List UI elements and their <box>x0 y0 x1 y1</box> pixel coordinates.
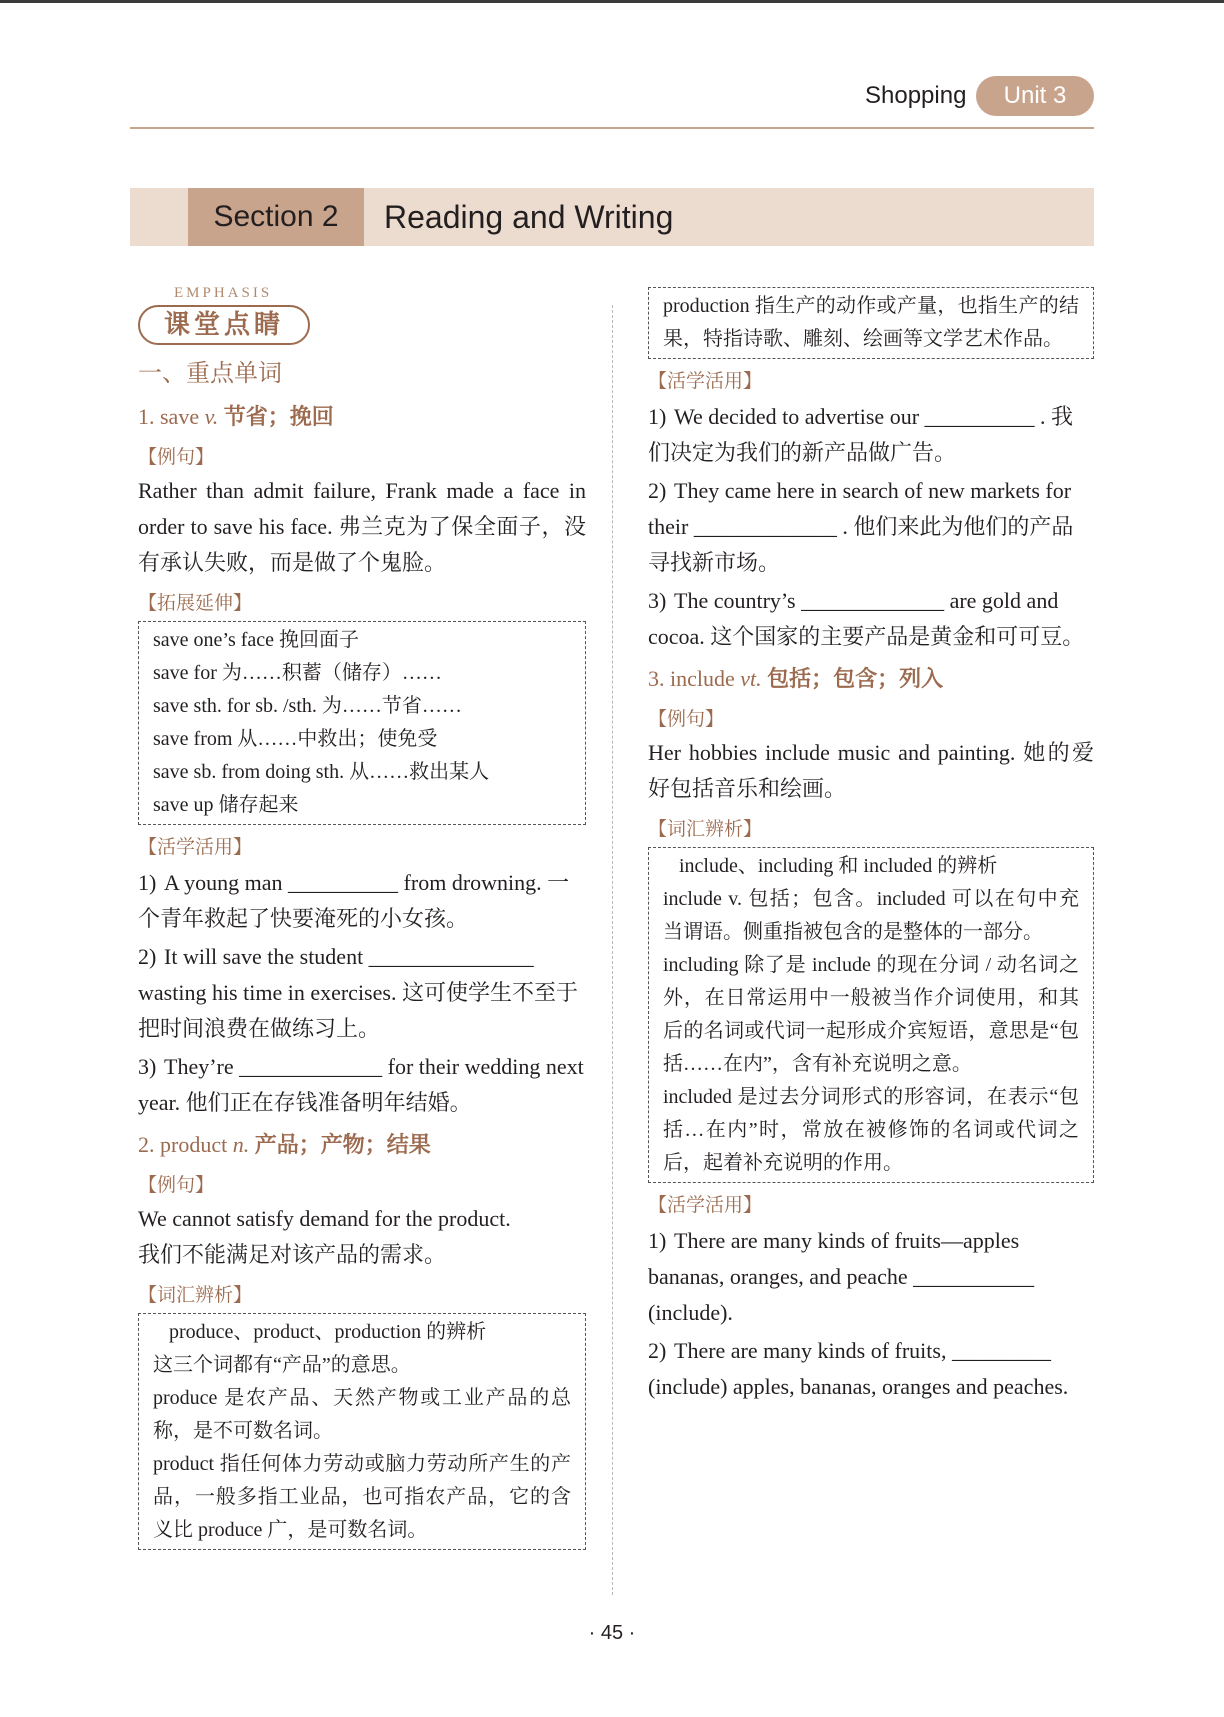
analysis-tag: 【词汇辨析】 <box>138 1284 253 1306</box>
analysis-box <box>138 1313 586 1550</box>
exercise-item <box>648 399 1094 471</box>
part-title: 一、重点单词 <box>138 359 282 387</box>
exercise-number: 3) <box>138 1054 157 1079</box>
top-border <box>0 0 1224 3</box>
exercise-text: There are many kinds of fruits, _________ (include) apples, bananas, oranges and peaches. <box>648 1338 1069 1399</box>
exercise-number: 1) <box>648 1228 667 1253</box>
analysis-tag: 【词汇辨析】 <box>648 818 763 840</box>
word-heading-product <box>138 1127 586 1163</box>
exercise-text: We decided to advertise our __________ . 我们决定为我们的新产品做广告。 <box>648 404 1074 465</box>
phrase-item: save from 从……中救出；使免受 <box>153 728 438 750</box>
exercise-text: A young man __________ from drowning. 一个青年救起了快要淹死的小女孩。 <box>138 870 570 931</box>
word-number: 1. save <box>138 404 200 429</box>
emphasis-badge: 课堂点睛 <box>138 305 310 345</box>
word-meaning: 包括；包含；列入 <box>767 667 944 692</box>
part-of-speech: v. <box>204 404 219 429</box>
exercise-item <box>648 473 1094 581</box>
phrase-item: save for 为……积蓄（储存）…… <box>153 662 442 684</box>
analysis-text: include v. 包括；包含。included 可以在句中充当谓语。侧重指被包含的是整体的一部分。 <box>663 888 1079 943</box>
header-rule <box>130 127 1094 129</box>
word-number: 2. product <box>138 1132 228 1157</box>
part-of-speech: vt. <box>740 666 762 691</box>
exercise-item <box>138 939 586 1047</box>
analysis-heading: produce、product、production 的辨析 <box>169 1321 487 1343</box>
exercise-number: 2) <box>648 1338 667 1363</box>
phrase-item: save up 储存起来 <box>153 794 299 816</box>
analysis-box-continued <box>648 287 1094 359</box>
part-of-speech: n. <box>232 1132 250 1157</box>
header-subject: Shopping <box>865 82 967 109</box>
example-tag: 【例句】 <box>138 1174 215 1196</box>
extension-box <box>138 621 586 825</box>
analysis-text: included 是过去分词形式的形容词，在表示“包括…在内”时，常放在被修饰的名词或代词之后，起着补充说明的作用。 <box>663 1086 1079 1174</box>
phrase-item: save sth. for sb. /sth. 为……节省…… <box>153 695 462 717</box>
left-column <box>138 285 586 1550</box>
unit-badge: Unit 3 <box>976 76 1094 116</box>
exercise-text: It will save the student _______________ wasting his time in exercises. 这可使学生不至于把时间浪费在做练习上。 <box>138 944 578 1041</box>
analysis-box <box>648 847 1094 1183</box>
phrase-item: save one’s face 挽回面子 <box>153 629 360 651</box>
exercise-number: 1) <box>648 404 667 429</box>
exercise-number: 1) <box>138 870 157 895</box>
analysis-text: production 指生产的动作或产量，也指生产的结果，特指诗歌、雕刻、绘画等文学艺术作品。 <box>663 295 1079 350</box>
word-heading-save <box>138 399 586 435</box>
page-number: · 45 · <box>588 1622 636 1644</box>
exercise-number: 3) <box>648 588 667 613</box>
exercise-text: They’re _____________ for their wedding next year. 他们正在存钱准备明年结婚。 <box>138 1054 584 1115</box>
exercise-text: They came here in search of new markets for their _____________ . 他们来此为他们的产品寻找新市场。 <box>648 478 1074 575</box>
example-sentence: Rather than admit failure, Frank made a face in order to save his face. 弗兰克为了保全面子，没有承认失败，而是做了个鬼脸。 <box>138 478 586 575</box>
word-heading-include <box>648 661 1094 697</box>
word-meaning: 产品；产物；结果 <box>254 1133 431 1158</box>
exercise-item <box>138 1049 586 1121</box>
analysis-text: including 除了是 include 的现在分词 / 动名词之外，在日常运用中一般被当作介词使用，和其后的名词或代词一起形成介宾短语，意思是“包括……在内”，含有补充说明之意。 <box>663 954 1079 1075</box>
practice-tag: 【活学活用】 <box>648 370 763 392</box>
exercise-number: 2) <box>138 944 157 969</box>
exercise-text: There are many kinds of fruits—apples bananas, oranges, and peache ___________ (include). <box>648 1228 1035 1325</box>
example-tag: 【例句】 <box>648 708 725 730</box>
example-translation: 我们不能满足对该产品的需求。 <box>138 1242 447 1267</box>
section-number: Section 2 <box>188 188 364 246</box>
exercise-item <box>648 1223 1094 1331</box>
exercise-text: The country’s _____________ are gold and cocoa. 这个国家的主要产品是黄金和可可豆。 <box>648 588 1085 649</box>
practice-tag: 【活学活用】 <box>138 836 253 858</box>
analysis-text: product 指任何体力劳动或脑力劳动所产生的产品，一般多指工业品，也可指农产品，它的含义比 produce 广，是可数名词。 <box>153 1453 571 1541</box>
exercise-number: 2) <box>648 478 667 503</box>
example-sentence: We cannot satisfy demand for the product. <box>138 1206 511 1231</box>
phrase-item: save sb. from doing sth. 从……救出某人 <box>153 761 490 783</box>
practice-tag: 【活学活用】 <box>648 1194 763 1216</box>
exercise-item <box>648 583 1094 655</box>
column-divider <box>612 305 613 1595</box>
example-tag: 【例句】 <box>138 446 215 468</box>
analysis-heading: include、including 和 included 的辨析 <box>679 855 998 877</box>
word-number: 3. include <box>648 666 735 691</box>
analysis-text: 这三个词都有“产品”的意思。 <box>153 1354 411 1376</box>
extension-tag: 【拓展延伸】 <box>138 592 253 614</box>
section-title: Reading and Writing <box>384 199 674 235</box>
right-column <box>648 285 1094 1405</box>
exercise-item <box>648 1333 1094 1405</box>
example-sentence: Her hobbies include music and painting. 她的爱好包括音乐和绘画。 <box>648 740 1094 801</box>
exercise-item <box>138 865 586 937</box>
word-meaning: 节省；挽回 <box>223 405 334 430</box>
emphasis-label: EMPHASIS <box>174 285 273 301</box>
analysis-text: produce 是农产品、天然产物或工业产品的总称，是不可数名词。 <box>153 1387 571 1442</box>
